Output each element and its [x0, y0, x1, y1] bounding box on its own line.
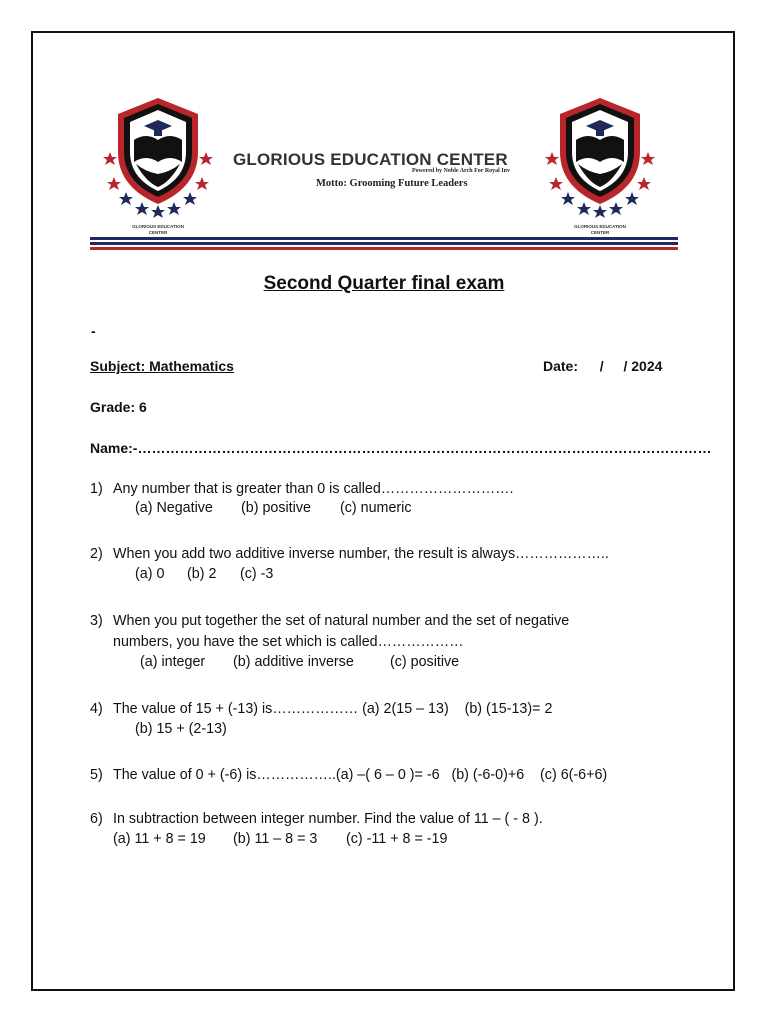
option: (b) 11 – 8 = 3 — [233, 831, 318, 847]
option: (a) 0 — [135, 566, 165, 582]
powered-by: Powered by Noble Arch For Royal Inv — [412, 168, 511, 174]
grade-label: Grade: 6 — [90, 399, 147, 415]
date-slash: / — [599, 358, 604, 374]
dash-mark: - — [91, 323, 96, 339]
question-text: In subtraction between integer number. Find the value of 11 – ( - 8 ). — [113, 811, 543, 827]
question-text-cont: numbers, you have the set which is called……………… — [113, 634, 464, 650]
option: (a) 11 + 8 = 19 — [113, 831, 206, 847]
school-crest-logo-right — [540, 92, 660, 242]
option: (b) 15 + (2-13) — [135, 721, 227, 737]
question-text: The value of 0 + (-6) is……………..(a) –( 6 – 0 )= -6 (b) (-6-0)+6 (c) 6(-6+6) — [113, 767, 608, 783]
question-number: 1) — [90, 481, 103, 497]
school-crest-logo — [98, 92, 218, 242]
question-number: 4) — [90, 701, 103, 717]
option: (c) -3 — [240, 566, 274, 582]
header-divider — [90, 237, 678, 252]
option: (a) Negative — [135, 500, 213, 516]
letterhead — [90, 92, 678, 257]
option: (b) 2 — [187, 566, 217, 582]
question-text: Any number that is greater than 0 is called………………………. — [113, 481, 514, 497]
date-year: / 2024 — [623, 358, 663, 374]
option: (c) numeric — [340, 500, 412, 516]
subject-label: Subject: Mathematics — [90, 358, 234, 374]
question-number: 3) — [90, 613, 103, 629]
option: (c) -11 + 8 = -19 — [346, 831, 448, 847]
school-name: GLORIOUS EDUCATION CENTER — [233, 150, 508, 169]
question-number: 6) — [90, 811, 103, 827]
question-text: The value of 15 + (-13) is……………… (a) 2(15 – 13) (b) (15-13)= 2 — [113, 701, 553, 717]
question-text: When you add two additive inverse number, the result is always……………….. — [113, 546, 609, 562]
question-number: 2) — [90, 546, 103, 562]
date-field — [543, 358, 662, 374]
option: (c) positive — [390, 654, 460, 670]
question-number: 5) — [90, 767, 103, 783]
question-text: When you put together the set of natural number and the set of negative — [113, 613, 570, 629]
name-field: Name:-…………………………………………………………………………………………………………… — [90, 440, 712, 456]
exam-title: Second Quarter final exam — [263, 273, 505, 294]
option: (b) positive — [241, 500, 311, 516]
option: (a) integer — [140, 654, 206, 670]
date-label: Date: — [543, 358, 579, 374]
option: (b) additive inverse — [233, 654, 354, 670]
school-motto: Motto: Grooming Future Leaders — [316, 178, 468, 189]
logo-caption: GLORIOUS EDUCATION CENTER — [132, 224, 184, 235]
logo-caption-right: GLORIOUS EDUCATION CENTER — [574, 224, 626, 235]
